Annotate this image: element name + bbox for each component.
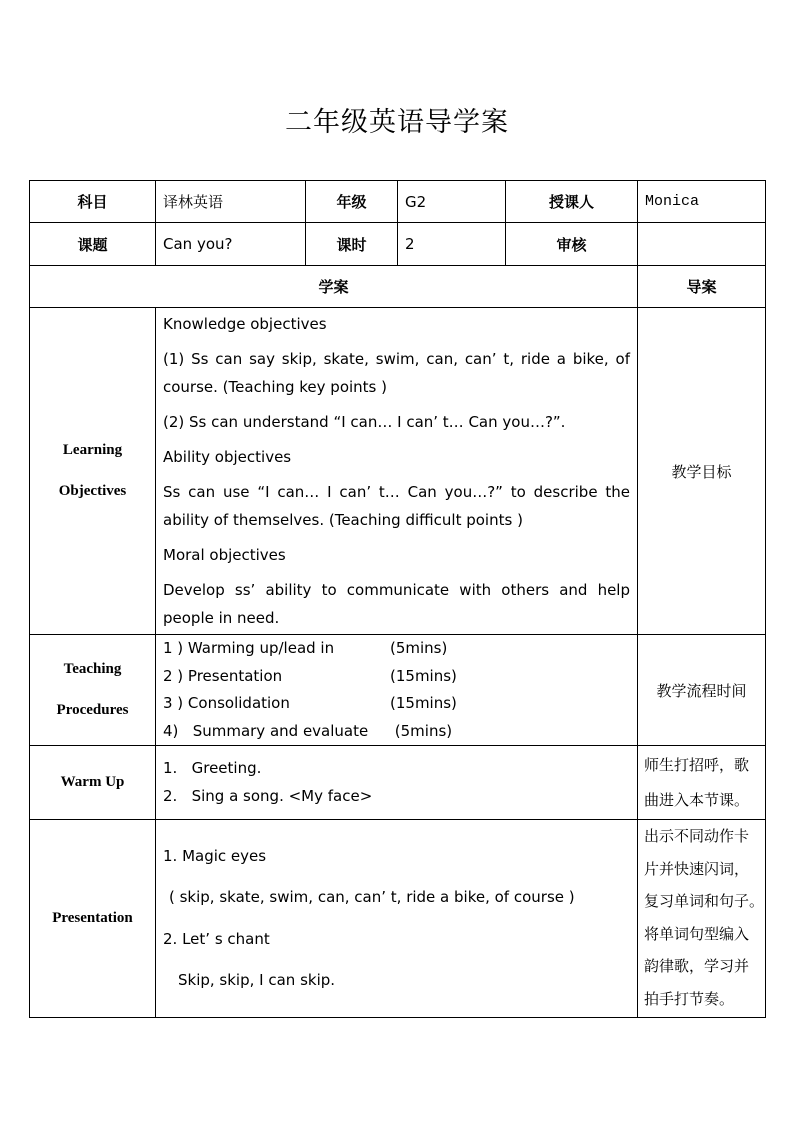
presentation-note-line: 复习单词和句子。: [644, 892, 765, 910]
review-label: 审核: [506, 223, 638, 266]
presentation-line: 1. Magic eyes: [163, 846, 267, 865]
presentation-content: [156, 820, 638, 1018]
guide-plan-header: 导案: [638, 266, 766, 308]
study-plan-header: 学案: [30, 266, 638, 308]
moral-text: Develop ss’ ability to communicate with others and help people in need.: [163, 581, 630, 627]
presentation-note-line: 出示不同动作卡: [644, 827, 750, 845]
presentation-line: ( skip, skate, swim, can, can’ t, ride a bike, of course ): [169, 888, 575, 906]
knowledge-heading: Knowledge objectives: [163, 315, 327, 333]
learning-objectives-note: 教学目标: [638, 308, 766, 635]
warm-up-item: 1. Greeting.: [163, 759, 262, 777]
subject-value: 译林英语: [156, 181, 306, 223]
knowledge-point-2: (2) Ss can understand “I can… I can’ t… Can you…?”.: [163, 413, 566, 431]
learning-objectives-label: [30, 308, 156, 635]
teaching-procedures-row: [30, 635, 766, 746]
section-header-row: [30, 266, 766, 308]
presentation-line: Skip, skip, I can skip.: [178, 971, 336, 989]
procedure-step: 1 ) Warming up/lead in (5mins): [163, 639, 448, 657]
objectives-label-line2: Objectives: [58, 483, 127, 499]
teaching-label-line1: Teaching: [63, 661, 122, 677]
procedures-label-line2: Procedures: [56, 702, 129, 718]
teaching-procedures-note: 教学流程时间: [638, 635, 766, 746]
presentation-note-line: 将单词句型编入: [644, 924, 750, 943]
header-row-1: [30, 181, 766, 223]
teacher-value: Monica: [638, 181, 766, 223]
warm-up-note-line: 师生打招呼，歌: [644, 756, 750, 774]
presentation-row: [30, 820, 766, 1018]
presentation-note-line: 韵律歌，学习并: [644, 957, 750, 975]
warm-up-label: Warm Up: [30, 746, 156, 820]
period-value: 2: [398, 223, 506, 266]
header-row-2: [30, 223, 766, 266]
warm-up-note: [638, 746, 766, 820]
review-value: [638, 223, 766, 266]
teaching-procedures-content: [156, 635, 638, 746]
presentation-note-line: 拍手打节奏。: [644, 989, 735, 1008]
procedure-step: 2 ) Presentation (15mins): [163, 666, 457, 685]
topic-value: Can you?: [156, 223, 306, 266]
ability-heading: Ability objectives: [163, 448, 292, 466]
procedure-step: 3 ) Consolidation (15mins): [163, 694, 457, 712]
warm-up-item: 2. Sing a song. <My face>: [163, 786, 373, 805]
teacher-label: 授课人: [506, 181, 638, 223]
presentation-label: Presentation: [30, 820, 156, 1018]
warm-up-content: [156, 746, 638, 820]
teaching-procedures-label: [30, 635, 156, 746]
period-label: 课时: [306, 223, 398, 266]
moral-heading: Moral objectives: [163, 546, 286, 564]
topic-label: 课题: [30, 223, 156, 266]
grade-value: G2: [398, 181, 506, 223]
presentation-note-line: 片并快速闪词，: [644, 859, 750, 878]
procedure-step: 4) Summary and evaluate (5mins): [163, 721, 453, 740]
ability-text: Ss can use “I can… I can’ t… Can you…?” to describe the ability of themselves. (Teaching difficult points ): [163, 483, 630, 529]
document-title: 二年级英语导学案: [285, 107, 509, 138]
learning-objectives-content: [156, 308, 638, 635]
presentation-line: 2. Let’ s chant: [163, 929, 270, 948]
subject-label: 科目: [30, 181, 156, 223]
grade-label: 年级: [306, 181, 398, 223]
presentation-note: [638, 820, 766, 1018]
warm-up-note-line: 曲进入本节课。: [644, 790, 750, 809]
warm-up-row: [30, 746, 766, 820]
knowledge-point-1: (1) Ss can say skip, skate, swim, can, can’ t, ride a bike, of course. (Teaching key points ): [163, 350, 630, 396]
learning-label-line1: Learning: [62, 442, 123, 458]
learning-objectives-row: [30, 308, 766, 635]
lesson-plan-table: [29, 180, 766, 1018]
